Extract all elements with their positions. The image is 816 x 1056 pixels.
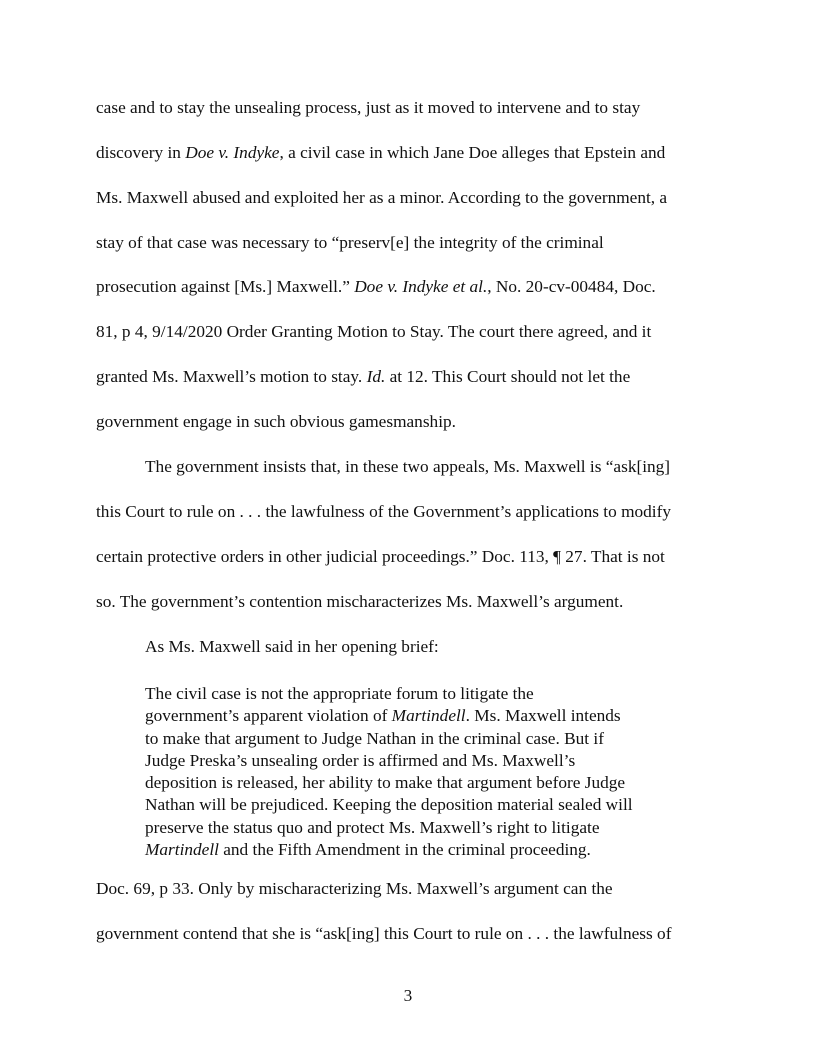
body-line-12: so. The government’s contention mischaracterizes Ms. Maxwell’s argument. bbox=[96, 592, 624, 611]
body-line-9: The government insists that, in these two appeals, Ms. Maxwell is “ask[ing] bbox=[145, 457, 671, 476]
body-line-2: discovery in Doe v. Indyke, a civil case in which Jane Doe alleges that Epstein and bbox=[96, 143, 666, 162]
quote-line-8: Martindell and the Fifth Amendment in the criminal proceeding. bbox=[145, 840, 591, 860]
body-line-1: case and to stay the unsealing process, just as it moved to intervene and to stay bbox=[96, 98, 641, 117]
body-line-14: Doc. 69, p 33. Only by mischaracterizing Ms. Maxwell’s argument can the bbox=[96, 879, 613, 898]
body-line-7: granted Ms. Maxwell’s motion to stay. Id. at 12. This Court should not let the bbox=[96, 367, 631, 386]
body-line-3: Ms. Maxwell abused and exploited her as a minor. According to the government, a bbox=[96, 188, 668, 207]
block-quote bbox=[145, 683, 705, 861]
body-line-11: certain protective orders in other judicial proceedings.” Doc. 113, ¶ 27. That is not bbox=[96, 547, 665, 566]
quote-line-3: to make that argument to Judge Nathan in the criminal case. But if bbox=[145, 728, 604, 748]
body-line-13: As Ms. Maxwell said in her opening brief: bbox=[145, 637, 439, 656]
body-line-10: this Court to rule on . . . the lawfulness of the Government’s applications to modify bbox=[96, 502, 671, 521]
body-line-15: government contend that she is “ask[ing] this Court to rule on . . . the lawfulness of bbox=[96, 924, 672, 943]
body-line-4: stay of that case was necessary to “preserv[e] the integrity of the criminal bbox=[96, 233, 604, 252]
quote-line-4: Judge Preska’s unsealing order is affirmed and Ms. Maxwell’s bbox=[145, 750, 576, 770]
quote-line-7: preserve the status quo and protect Ms. Maxwell’s right to litigate bbox=[145, 817, 600, 837]
quote-line-5: deposition is released, her ability to make that argument before Judge bbox=[145, 773, 626, 793]
body-line-6: 81, p 4, 9/14/2020 Order Granting Motion to Stay. The court there agreed, and it bbox=[96, 322, 652, 341]
body-line-5: prosecution against [Ms.] Maxwell.” Doe v. Indyke et al., No. 20-cv-00484, Doc. bbox=[96, 277, 656, 296]
page-number: 3 bbox=[403, 986, 413, 1005]
body-line-8: government engage in such obvious gamesmanship. bbox=[96, 412, 456, 431]
quote-line-2: government’s apparent violation of Martindell. Ms. Maxwell intends bbox=[145, 706, 621, 726]
quote-line-1: The civil case is not the appropriate forum to litigate the bbox=[145, 684, 534, 703]
quote-line-6: Nathan will be prejudiced. Keeping the deposition material sealed will bbox=[145, 795, 633, 815]
